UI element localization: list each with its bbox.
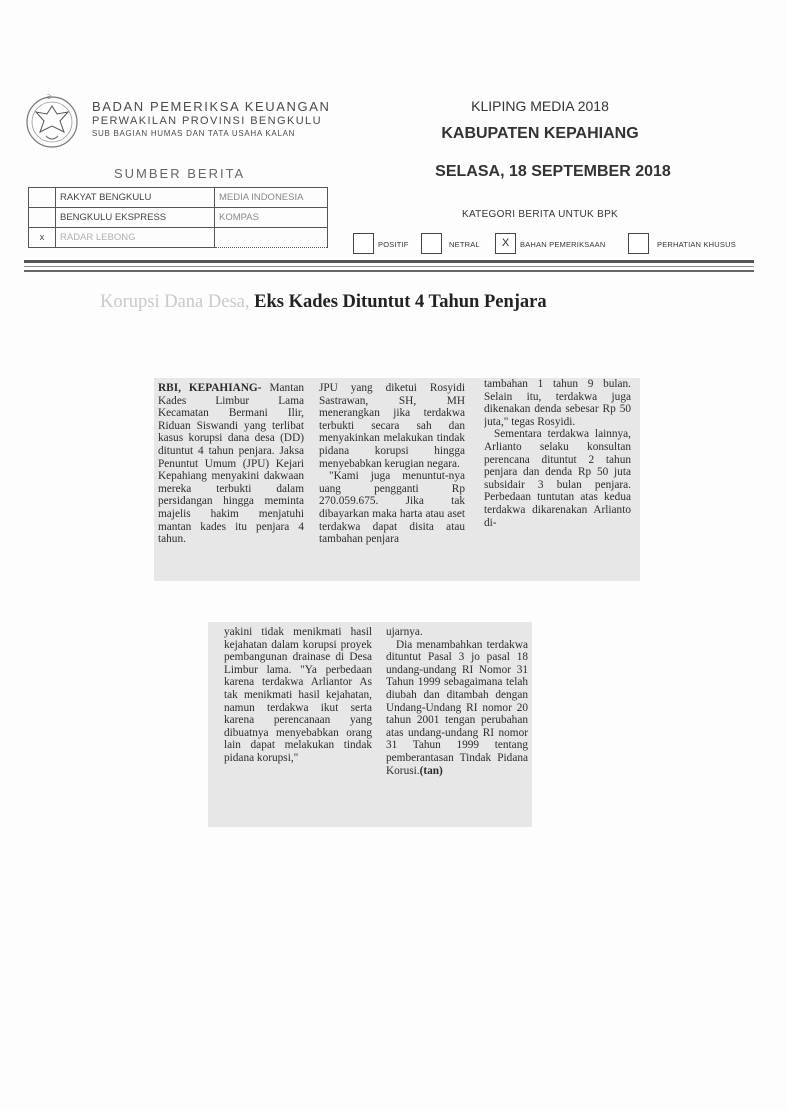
header-divider-thin [24,266,754,267]
source-mark: x [29,228,56,248]
header-divider-bottom [24,270,754,272]
svg-text:ᘐ: ᘐ [47,94,52,101]
source-mark [29,208,56,228]
source-row [29,228,328,248]
checkbox-positif-label: POSITIF [378,240,409,249]
article-col2-para2: "Kami juga menuntut-nya uang pengganti Rp 270.059.675. Jika tak dibayarkan maka harta atau aset terdakwa dapat disita atau tambahan penjara [319,470,465,546]
checkbox-netral[interactable] [421,233,442,254]
source-name-alt: MEDIA INDONESIA [215,188,328,208]
org-branch: PERWAKILAN PROVINSI BENGKULU [92,115,322,127]
checkbox-positif[interactable] [353,233,374,254]
source-mark [29,188,56,208]
article-col4-text: yakini tidak menikmati hasil kejahatan dalam korupsi proyek pembangunan drainase di Desa Limbur lama. "Ya perbedaan karena terdakwa Arliantor As tak menikmati hasil kejahatan, namun terdakwa ikut serta karena perencanaan yang dibuatnya menyebabkan orang lain dapat melakukan tindak pidana korupsi," [224,626,372,764]
source-row [29,188,328,208]
article-col5-para2: Dia menambahkan terdakwa dituntut Pasal 3 jo pasal 18 undang-undang RI Nomor 31 Tahun 1999 sebagaimana telah diubah dan ditambah dengan Undang-Undang RI nomor 20 tahun 2001 tengan perubahan atas undang-undang RI nomor 31 Tahun 1999 tentang pemberantasan Tindak Pidana Korusi. [386,638,528,777]
article-column-5 [386,626,528,824]
article-column-2 [319,382,465,578]
clipping-bottom [208,622,532,827]
article-col3-para2: Sementara terdakwa lainnya, Arlianto selaku konsultan perencana dituntut 2 tahun penjara dan denda Rp 50 juta subsidair 3 bulan penjara. Perbedaan tuntutan atas kedua terdakwa dikarenakan Arlianto di- [484,428,631,529]
article-byline: (tan) [419,764,443,777]
source-name: RADAR LEBONG [56,228,215,248]
article-column-4 [224,626,372,824]
kabupaten-title: KABUPATEN KEPAHIANG [441,125,639,142]
header-divider [24,260,754,263]
headline-faded: Korupsi Dana Desa, [100,292,250,312]
checkbox-perhatian-khusus-label: PERHATIAN KHUSUS [657,240,736,249]
checkbox-bahan-pemeriksaan-label: BAHAN PEMERIKSAAN [520,240,606,249]
article-col5-para1: ujarnya. [386,626,423,638]
clipping-top [154,378,640,581]
source-name: BENGKULU EKSPRESS [56,208,215,228]
checkbox-netral-label: NETRAL [449,240,480,249]
article-column-3 [484,378,631,578]
source-name-alt: KOMPAS [215,208,328,228]
checkbox-perhatian-khusus[interactable] [628,233,649,254]
article-dateline: RBI, KEPAHIANG- [158,382,262,394]
org-block [92,99,331,140]
source-table [28,187,328,248]
checkbox-bahan-pemeriksaan[interactable]: X [495,233,516,254]
article-col2-para1: JPU yang diketui Rosyidi Sastrawan, SH, MH menerangkan jika terdakwa terbukti secara sah dan menyakinkan melakukan tindak pidana korupsi hingga menyebabkan kerugian negara. [319,382,465,470]
kategori-title: KATEGORI BERITA UNTUK BPK [461,209,619,220]
org-name: BADAN PEMERIKSA KEUANGAN [92,99,331,114]
bpk-emblem-icon [24,92,80,152]
article-col3-para1: tambahan 1 tahun 9 bulan. Selain itu, terdakwa juga dikenakan denda sebesar Rp 50 juta," tegas Rosyidi. [484,378,631,428]
source-row [29,208,328,228]
sumber-berita-title: SUMBER BERITA [114,166,246,181]
article-col1-text: Mantan Kades Limbur Lama Kecamatan Bermani Ilir, Riduan Siswandi yang terlibat kasus korupsi dana desa (DD) dituntut 4 tahun penjara. Jaksa Penuntut Umum (JPU) Kejari Kepahiang menyakini dakwaan mereka terbukti dalam persidangan hingga meminta majelis hakim menjatuhi mantan kades itu penjara 4 tahun. [158,382,304,546]
article-column-1 [158,382,304,578]
article-headline [100,292,690,313]
org-division: SUB BAGIAN HUMAS DAN TATA USAHA KALAN [92,129,296,138]
source-name-alt [215,228,328,248]
headline-main: Eks Kades Dituntut 4 Tahun Penjara [254,292,547,312]
source-name: RAKYAT BENGKULU [56,188,215,208]
kliping-title: KLIPING MEDIA 2018 [471,98,609,114]
date-title: SELASA, 18 SEPTEMBER 2018 [435,163,671,180]
